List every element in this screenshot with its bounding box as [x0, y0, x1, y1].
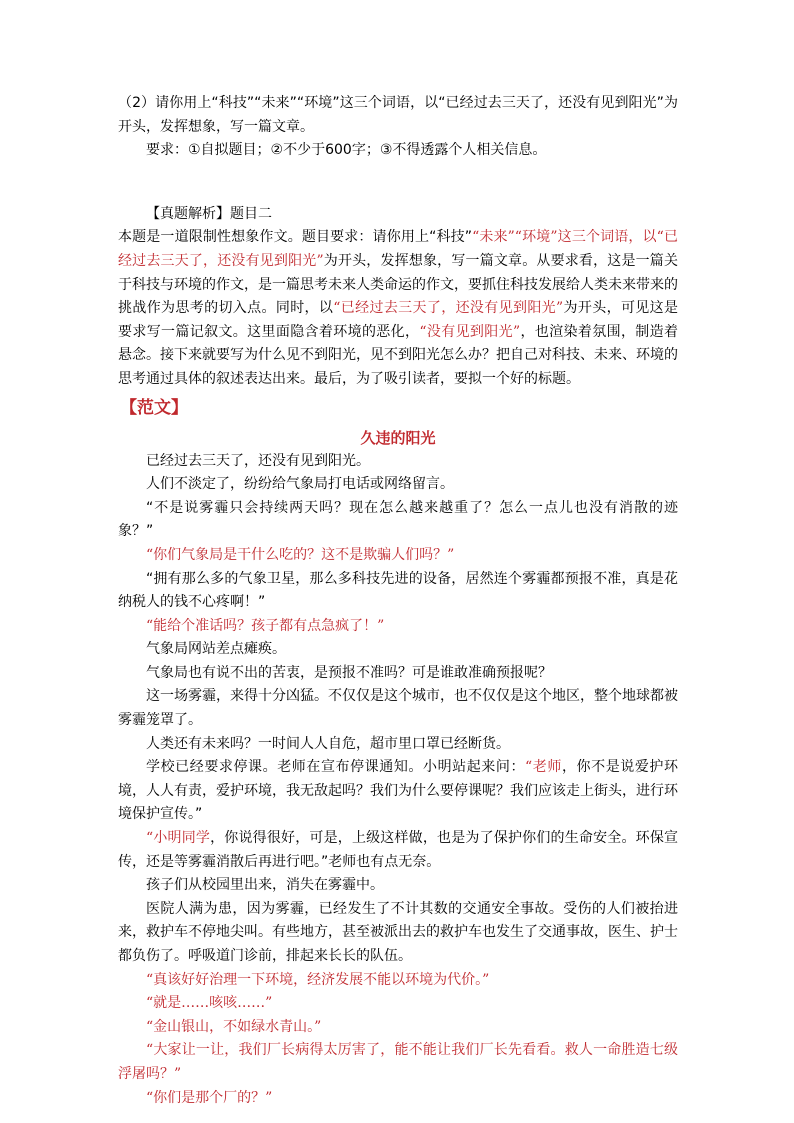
analysis-text: ，也渲染着氛围，制造着悬念。接下来就要写为什么见不到阳光，见不到阳光怎么办？把自己对科技、未来、环境的思考通过具体的叙述表达出来。最后，为了吸引读者，要拟一个好的标题。 — [118, 323, 679, 387]
essay-dialogue: “你们气象局是干什么吃的？这不是欺骗人们吗？” — [146, 546, 455, 563]
essay-dialogue: “能给个准话吗？孩子都有点急疯了！” — [146, 617, 385, 634]
essay-dialogue: “真该好好治理一下环境，经济发展不能以环境为代价。” — [146, 971, 490, 988]
question-prompt: （2）请你用上“科技”“未来”“环境”这三个词语，以“已经过去三天了，还没有见到阳光”为开头，发挥想象，写一篇文章。 — [118, 95, 678, 135]
analysis-paragraph — [118, 226, 678, 391]
essay-dialogue: “大家让一让，我们厂长病得太厉害了，能不能让我们厂长先看看。救人一命胜造七级浮屠吗？” — [118, 1042, 678, 1082]
essay-dialogue: “不是说雾霾只会持续两天吗？现在怎么越来越重了？怎么一点儿也没有消散的迹象？” — [118, 499, 678, 540]
essay-text: 学校已经要求停课。老师在宣布停课通知。小明站起来问： — [146, 759, 526, 776]
essay-paragraph: 孩子们从校园里出来，消失在雾霾中。 — [146, 877, 384, 894]
model-essay-label: 【范文】 — [120, 397, 188, 418]
essay-paragraph — [118, 756, 678, 827]
essay-dialogue: “拥有那么多的气象卫星，那么多科技先进的设备，居然连个雾霾都预报不准，真是花纳税人的钱不心疼啊！” — [118, 570, 678, 611]
essay-paragraph: 医院人满为患，因为雾霾，已经发生了不计其数的交通安全事故。受伤的人们被抬进来，救护车不停地尖叫。有些地方，甚至被派出去的救护车也发生了交通事故，医生、护士都负伤了。呼吸道门诊前，排起来长长的队伍。 — [118, 900, 678, 964]
analysis-text: 为开头，发挥想象，写一篇文章。从要求看，这是一篇关于科技与环境的作文，是一篇思考未来人类命运的作文，要抓住科技发展给人类未来带来的挑战作为思考的切入点。同时，以 — [118, 252, 678, 317]
essay-title: 久违的阳光 — [360, 428, 436, 447]
analysis-quote: “已经过去三天了，还没有见到阳光” — [333, 300, 564, 317]
essay-paragraph: 气象局也有说不出的苦衷，是预报不准吗？可是谁敢准确预报呢？ — [146, 664, 552, 681]
essay-text: ，你不是说爱护环境，人人有责，爱护环境，我无敌起吗？我们为什么要停课呢？我们应该走上街头，进行环境保护宣传。” — [118, 759, 679, 823]
document-body — [118, 92, 678, 1110]
analysis-heading: 【真题解析】题目二 — [146, 205, 272, 222]
analysis-text: 为开头，可见这是要求写一篇记叙文。这里面隐含着环境的恶化， — [118, 300, 679, 340]
analysis-text: 本题是一道限制性想象作文。题目要求：请你用上“科技” — [118, 229, 473, 246]
analysis-quote: “没有见到阳光” — [419, 323, 521, 340]
essay-dialogue: “你们是那个厂的？” — [146, 1089, 273, 1106]
question-requirements: 要求：①自拟题目；②不少于600字；③不得透露个人相关信息。 — [146, 142, 547, 159]
essay-paragraph: 这一场雾霾，来得十分凶猛。不仅仅是这个城市，也不仅仅是这个地区，整个地球都被雾霾笼罩了。 — [118, 688, 678, 729]
essay-dialogue: “金山银山，不如绿水青山。” — [146, 1018, 322, 1035]
essay-quote: “小明同学 — [146, 830, 211, 847]
essay-paragraph: 已经过去三天了，还没有见到阳光。 — [146, 452, 370, 469]
essay-paragraph: 人们不淡定了，纷纷给气象局打电话或网络留言。 — [146, 476, 454, 493]
essay-paragraph: 人类还有未来吗？一时间人人自危，超市里口罩已经断货。 — [146, 735, 510, 752]
analysis-quote: “未来”“环境”这三个词语，以“已经过去三天了，还没有见到阳光” — [118, 229, 678, 269]
essay-paragraph: 气象局网站差点瘫痪。 — [146, 641, 286, 658]
essay-dialogue: “就是……咳咳……” — [146, 995, 273, 1012]
essay-quote: “老师 — [525, 759, 562, 776]
essay-text: ，你说得很好，可是，上级这样做，也是为了保护你们的生命安全。环保宣传，还是等雾霾消散后再进行吧。”老师也有点无奈。 — [118, 830, 678, 870]
essay-paragraph — [118, 827, 678, 874]
spacer — [118, 163, 678, 203]
